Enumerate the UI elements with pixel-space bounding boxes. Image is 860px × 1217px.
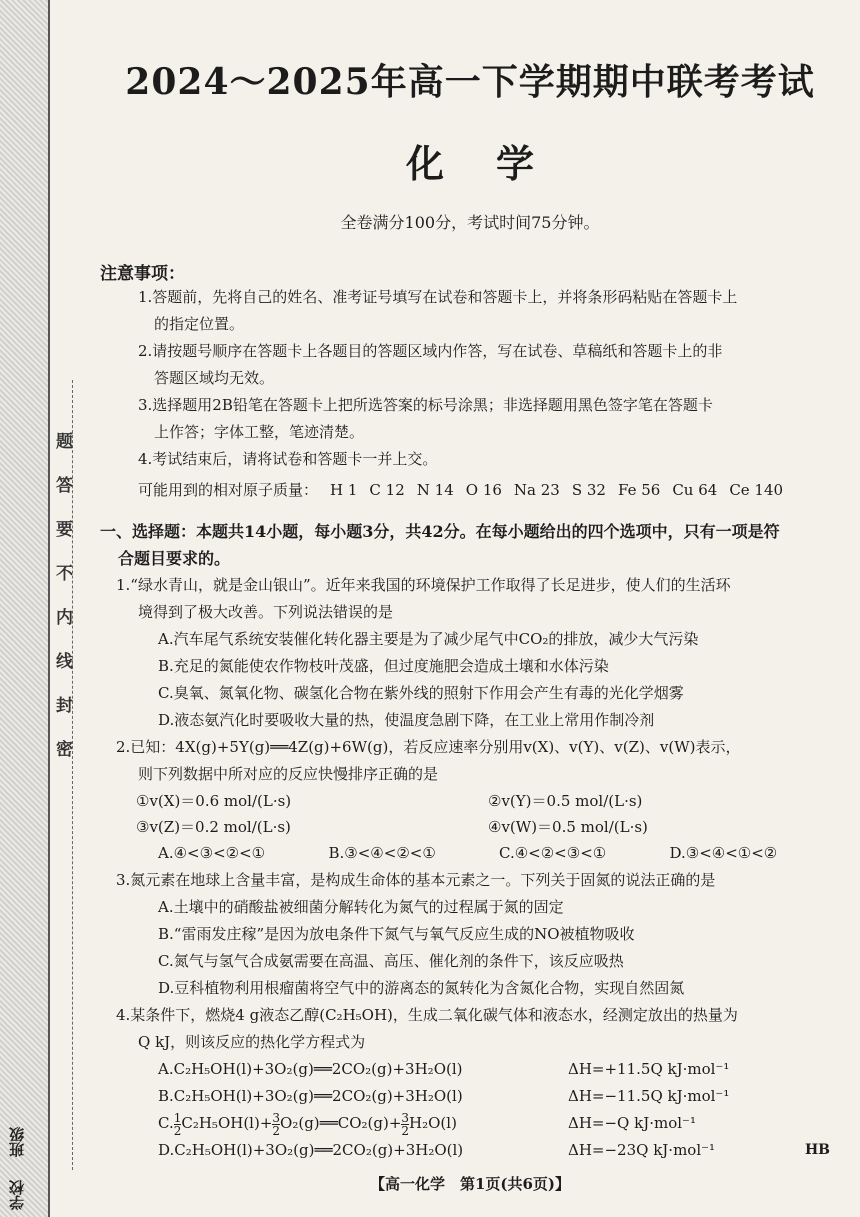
option-a [158, 1056, 840, 1083]
question-stem-line: 1.“绿水青山，就是金山银山”。近年来我国的环境保护工作取得了长足进步，使人们的生活环 [116, 576, 731, 594]
choice-row [158, 840, 840, 867]
exam-title: 2024～2025年高一下学期期中联考考试 [125, 61, 815, 103]
page-footer: 【高一化学 第1页(共6页)】 [369, 1175, 571, 1193]
atomic-mass: O 16 [465, 481, 502, 499]
exam-page [100, 20, 840, 1210]
note-item-cont: 上作答；字体工整，笔迹清楚。 [154, 423, 365, 441]
atomic-mass: N 14 [416, 481, 454, 499]
option-c: C.④<②<③<① [499, 844, 607, 862]
rate-item: ②v(Y)＝0.5 mol/(L·s) [488, 792, 643, 810]
seal-char: 密 [56, 740, 73, 760]
rate-grid [136, 788, 840, 840]
enthalpy: ΔH=+11.5Q kJ·mol⁻¹ [568, 1060, 730, 1078]
option-a: A.土壤中的硝酸盐被细菌分解转化为氮气的过程属于氮的固定 [158, 898, 564, 916]
enthalpy: ΔH=−23Q kJ·mol⁻¹ [568, 1141, 716, 1159]
fraction-denominator: 2 [401, 1123, 410, 1138]
note-item: 4.考试结束后，请将试卷和答题卡一并上交。 [138, 450, 438, 468]
option-b [158, 1083, 840, 1110]
question-2 [100, 734, 840, 867]
equation-part: C₂H₅OH(l)+ [181, 1114, 273, 1132]
fraction [401, 1112, 409, 1137]
option-b: B.“雷雨发庄稼”是因为放电条件下氮气与氧气反应生成的NO被植物吸收 [158, 925, 635, 943]
question-3 [100, 867, 840, 1002]
seal-char: 封 [56, 696, 73, 716]
class-field-label: 班级 [8, 1126, 26, 1157]
exam-subject: 化学 [405, 141, 586, 186]
equation-prefix: C. [158, 1114, 174, 1132]
option-c: C.臭氧、氮氧化物、碳氢化合物在紫外线的照射下作用会产生有毒的光化学烟雾 [158, 684, 684, 702]
question-stem: 3.氮元素在地球上含量丰富，是构成生命体的基本元素之一。下列关于固氮的说法正确的是 [116, 871, 716, 889]
option-c [158, 1110, 840, 1137]
fraction-numerator: 1 [173, 1110, 182, 1125]
note-item: 2.请按题号顺序在答题卡上各题目的答题区域内作答，写在试卷、草稿纸和答题卡上的非 [138, 342, 723, 360]
fraction-denominator: 2 [173, 1123, 182, 1138]
question-stem-line: 2.已知：4X(g)+5Y(g)══4Z(g)+6W(g)，若反应速率分别用v(X)、v(Y)、v(Z)、v(W)表示， [116, 738, 741, 756]
equation: A.C₂H₅OH(l)+3O₂(g)══2CO₂(g)+3H₂O(l) [158, 1060, 463, 1078]
atomic-mass: C 12 [369, 481, 405, 499]
atomic-mass: Fe 56 [617, 481, 661, 499]
rate-item: ①v(X)＝0.6 mol/(L·s) [136, 792, 292, 810]
seal-char: 线 [56, 652, 73, 672]
question-stem [116, 572, 840, 626]
atomic-masses [138, 479, 840, 500]
equation: B.C₂H₅OH(l)+3O₂(g)══2CO₂(g)+3H₂O(l) [158, 1087, 463, 1105]
note-item: 1.答题前，先将自己的姓名、准考证号填写在试卷和答题卡上，并将条形码粘贴在答题卡上 [138, 288, 738, 306]
atomic-mass: Ce 140 [729, 481, 784, 499]
seal-char: 答 [56, 476, 73, 496]
fraction-numerator: 3 [401, 1110, 410, 1125]
option-b: B.充足的氮能使农作物枝叶茂盛，但过度施肥会造成土壤和水体污染 [158, 657, 609, 675]
section-heading-line: 合题目要求的。 [118, 549, 231, 568]
question-stem [116, 1002, 840, 1056]
question-stem-line: 4.某条件下，燃烧4 g液态乙醇(C₂H₅OH)，生成二氧化碳气体和液态水，经测定放出的热量为 [116, 1006, 738, 1024]
question-stem-line: Q kJ，则该反应的热化学方程式为 [138, 1033, 366, 1051]
fraction-denominator: 2 [272, 1123, 281, 1138]
option-d: D.豆科植物利用根瘤菌将空气中的游离态的氮转化为含氮化合物，实现自然固氮 [158, 979, 685, 997]
option-d: D.③<④<①<② [669, 844, 778, 862]
atomic-mass: Cu 64 [672, 481, 718, 499]
fraction [272, 1112, 280, 1137]
equation-part: O₂(g)══CO₂(g)+ [280, 1114, 402, 1132]
seal-char: 要 [56, 520, 73, 540]
note-item-cont: 的指定位置。 [154, 315, 245, 333]
notes-heading: 注意事项： [100, 264, 185, 284]
rate-row [136, 788, 840, 814]
rate-row [136, 814, 840, 840]
seal-char: 内 [56, 608, 73, 628]
exam-meta: 全卷满分100分，考试时间75分钟。 [340, 213, 600, 232]
rate-item: ④v(W)＝0.5 mol/(L·s) [488, 818, 648, 836]
question-stem-line: 境得到了极大改善。下列说法错误的是 [138, 603, 394, 621]
seal-char: 题 [56, 432, 73, 452]
option-d: D.液态氨汽化时要吸收大量的热，使温度急剧下降，在工业上常用作制冷剂 [158, 711, 655, 729]
school-field-label: 学校 [8, 1180, 26, 1210]
binding-margin [0, 0, 50, 1217]
question-1 [100, 572, 840, 734]
option-b: B.③<④<②<① [328, 844, 436, 862]
atomic-masses-label: 可能用到的相对原子质量： [138, 481, 319, 499]
rate-item: ③v(Z)＝0.2 mol/(L·s) [136, 818, 291, 836]
equation: D.C₂H₅OH(l)+3O₂(g)══2CO₂(g)+3H₂O(l) [158, 1141, 464, 1159]
atomic-mass: Na 23 [513, 481, 560, 499]
seal-text [56, 420, 72, 772]
question-4 [100, 1002, 840, 1164]
note-item-cont: 答题区域均无效。 [154, 369, 275, 387]
seal-char: 不 [56, 564, 73, 584]
fraction-numerator: 3 [272, 1110, 281, 1125]
option-a: A.④<③<②<① [158, 844, 266, 862]
question-stem-line: 则下列数据中所对应的反应快慢排序正确的是 [138, 765, 439, 783]
note-item: 3.选择题用2B铅笔在答题卡上把所选答案的标号涂黑；非选择题用黑色签字笔在答题卡 [138, 396, 713, 414]
atomic-mass: H 1 [330, 481, 358, 499]
section-heading-line: 一、选择题：本题共14小题，每小题3分，共42分。在每小题给出的四个选项中，只有一项是符 [100, 522, 780, 541]
option-a: A.汽车尾气系统安装催化转化器主要是为了减少尾气中CO₂的排放，减少大气污染 [158, 630, 699, 648]
equation-part: H₂O(l) [409, 1114, 457, 1132]
atomic-mass: S 32 [571, 481, 606, 499]
option-c: C.氮气与氢气合成氨需要在高温、高压、催化剂的条件下，该反应吸热 [158, 952, 624, 970]
enthalpy: ΔH=−Q kJ·mol⁻¹ [568, 1114, 696, 1132]
equation [158, 1110, 568, 1137]
question-stem [116, 734, 840, 788]
section-heading [100, 518, 840, 572]
enthalpy: ΔH=−11.5Q kJ·mol⁻¹ [568, 1087, 730, 1105]
student-info-fields [6, 1090, 46, 1210]
paper-code: HB [804, 1142, 830, 1158]
option-d [158, 1137, 840, 1164]
notes-list [100, 284, 840, 473]
